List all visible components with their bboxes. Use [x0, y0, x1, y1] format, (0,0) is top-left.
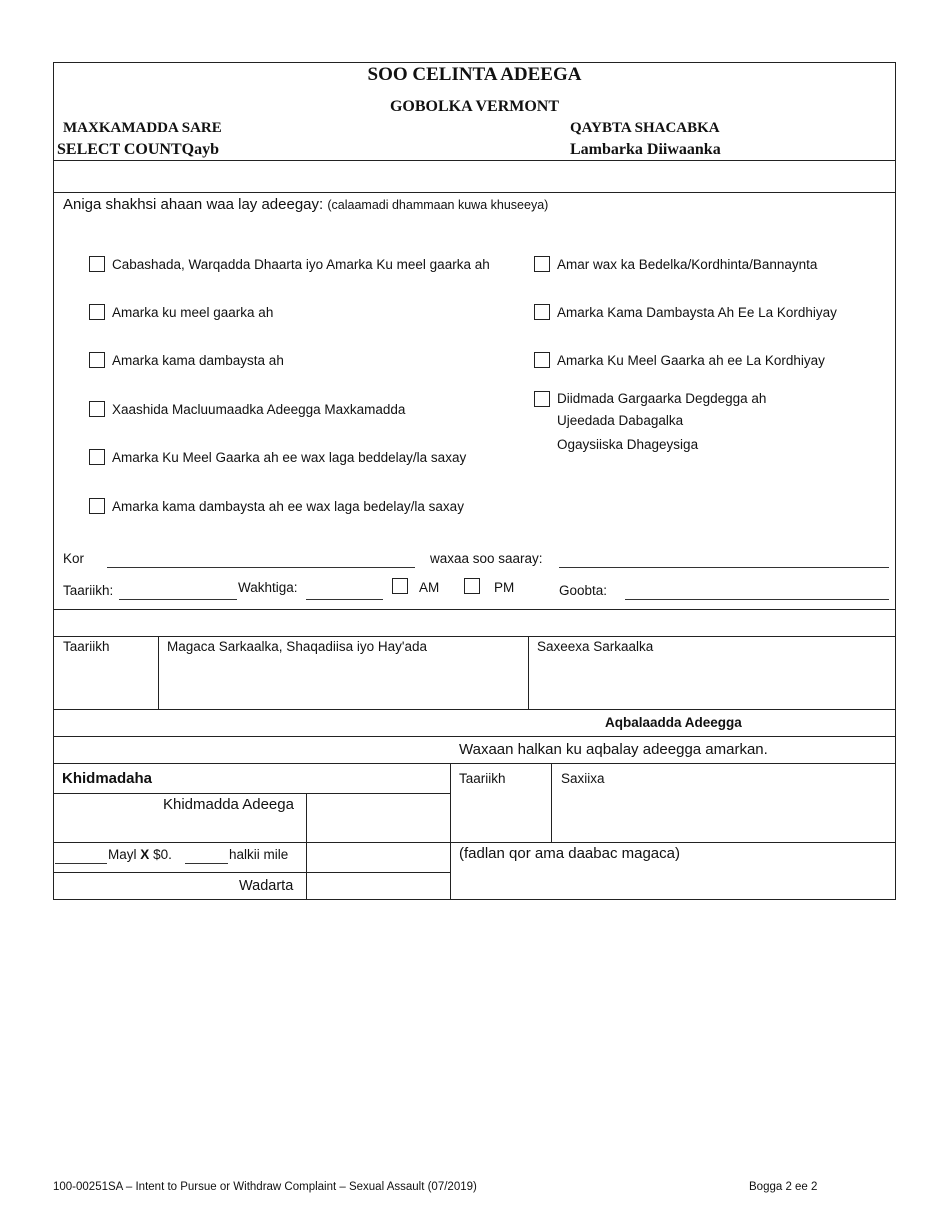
table-divider: [528, 636, 529, 709]
option-checkbox[interactable]: [89, 498, 105, 514]
division-name: QAYBTA SHACABKA: [570, 120, 720, 136]
divider: [53, 609, 896, 610]
issued-by-label: waxaa soo saaray:: [430, 551, 543, 566]
service-intro-note: (calaamadi dhammaan kuwa khuseeya): [327, 198, 549, 212]
divider: [53, 763, 896, 764]
fees-divider: [551, 763, 552, 842]
option-label: Amarka Ku Meel Gaarka ah ee La Kordhiyay: [557, 353, 825, 368]
option-checkbox[interactable]: [89, 401, 105, 417]
option-checkbox[interactable]: [534, 256, 550, 272]
mileage-rate-field[interactable]: [185, 863, 228, 864]
mileage-rate: $0.: [153, 847, 172, 862]
county-suffix: Qayb: [181, 141, 219, 158]
table-divider: [158, 636, 159, 709]
divider: [53, 872, 450, 873]
docket-label: Lambarka Diiwaanka: [570, 141, 721, 158]
option-checkbox[interactable]: [89, 449, 105, 465]
form-title: SOO CELINTA ADEEGA: [367, 64, 582, 85]
divider: [53, 636, 896, 637]
kor-field[interactable]: [107, 567, 415, 568]
form-id: 100-00251SA – Intent to Pursue or Withdraw Complaint – Sexual Assault (07/2019): [53, 1181, 477, 1193]
print-name-label: (fadlan qor ama daabac magaca): [459, 845, 680, 862]
mileage-amount-field[interactable]: [310, 846, 446, 870]
divider: [53, 736, 896, 737]
option-label: Ogaysiiska Dhageysiga: [557, 437, 699, 452]
option-checkbox[interactable]: [534, 391, 550, 407]
state-name: GOBOLKA VERMONT: [389, 98, 560, 115]
acceptance-signature-field[interactable]: [556, 790, 892, 838]
option-label: Xaashida Macluumaadka Adeegga Maxkamadda: [112, 402, 406, 417]
divider: [53, 842, 896, 843]
acceptance-signature-label: Saxiixa: [561, 771, 605, 786]
date-field[interactable]: [119, 599, 237, 600]
mileage-suffix: halkii mile: [229, 847, 289, 862]
option-label: Amarka kama dambaysta ah ee wax laga bedelay/la saxay: [112, 499, 464, 514]
pm-checkbox[interactable]: [464, 578, 480, 594]
time-label: Wakhtiga:: [238, 580, 298, 595]
acceptance-heading: Aqbalaadda Adeegga: [605, 715, 742, 730]
service-fee-field[interactable]: [310, 797, 446, 839]
mileage-multiply: X: [140, 847, 150, 862]
option-label: Amarka Ku Meel Gaarka ah ee wax laga beddelay/la saxay: [112, 450, 467, 465]
total-label: Wadarta: [239, 878, 294, 894]
acceptance-date-label: Taariikh: [459, 771, 506, 786]
am-checkbox[interactable]: [392, 578, 408, 594]
option-label: Diidmada Gargaarka Degdegga ah: [557, 391, 767, 406]
divider: [53, 160, 896, 161]
acceptance-date-field[interactable]: [455, 790, 547, 838]
officer-signature-header: Saxeexa Sarkaalka: [537, 639, 654, 654]
service-fee-label: Khidmadda Adeega: [163, 796, 294, 813]
court-name: MAXKAMADDA SARE: [63, 120, 222, 136]
date-label: Taariikh:: [63, 583, 114, 598]
divider: [53, 192, 896, 193]
pm-label: PM: [494, 580, 515, 595]
option-checkbox[interactable]: [534, 304, 550, 320]
option-label: Amarka ku meel gaarka ah: [112, 305, 274, 320]
town-field[interactable]: [625, 599, 889, 600]
am-label: AM: [419, 580, 440, 595]
officer-date-header: Taariikh: [63, 639, 110, 654]
fees-divider: [306, 793, 307, 900]
mileage-prefix: Mayl: [108, 847, 137, 862]
option-checkbox[interactable]: [89, 256, 105, 272]
mileage-field[interactable]: [55, 863, 107, 864]
option-checkbox[interactable]: [89, 304, 105, 320]
option-label: Cabashada, Warqadda Dhaarta iyo Amarka Ku meel gaarka ah: [112, 257, 490, 272]
service-intro: [63, 196, 548, 213]
service-intro-text: Aniga shakhsi ahaan waa lay adeegay:: [63, 196, 324, 213]
officer-signature-cell[interactable]: [533, 656, 891, 706]
officer-name-header: Magaca Sarkaalka, Shaqadiisa iyo Hay'ada: [167, 639, 427, 654]
town-label: Goobta:: [559, 583, 608, 598]
officer-name-cell[interactable]: [163, 656, 523, 706]
fees-divider: [450, 763, 451, 900]
issued-by-field[interactable]: [559, 567, 889, 568]
option-checkbox[interactable]: [534, 352, 550, 368]
fees-heading: Khidmadaha: [62, 770, 153, 787]
option-label: Amarka kama dambaysta ah: [112, 353, 284, 368]
total-field[interactable]: [310, 876, 446, 898]
kor-label: Kor: [63, 551, 85, 566]
time-field[interactable]: [306, 599, 383, 600]
acceptance-statement: Waxaan halkan ku aqbalay adeegga amarkan.: [459, 741, 768, 758]
divider: [53, 793, 450, 794]
option-label: Amarka Kama Dambaysta Ah Ee La Kordhiyay: [557, 305, 837, 320]
mileage-line: [108, 847, 172, 862]
option-label: Amar wax ka Bedelka/Kordhinta/Bannaynta: [557, 257, 818, 272]
option-checkbox[interactable]: [89, 352, 105, 368]
officer-date-cell[interactable]: [63, 656, 153, 706]
page-number: Bogga 2 ee 2: [749, 1181, 818, 1193]
option-label: Ujeedada Dabagalka: [557, 413, 684, 428]
county-select[interactable]: SELECT COUNT: [57, 141, 182, 158]
print-name-field[interactable]: [455, 866, 892, 896]
county-line: [57, 141, 219, 159]
divider: [53, 709, 896, 710]
